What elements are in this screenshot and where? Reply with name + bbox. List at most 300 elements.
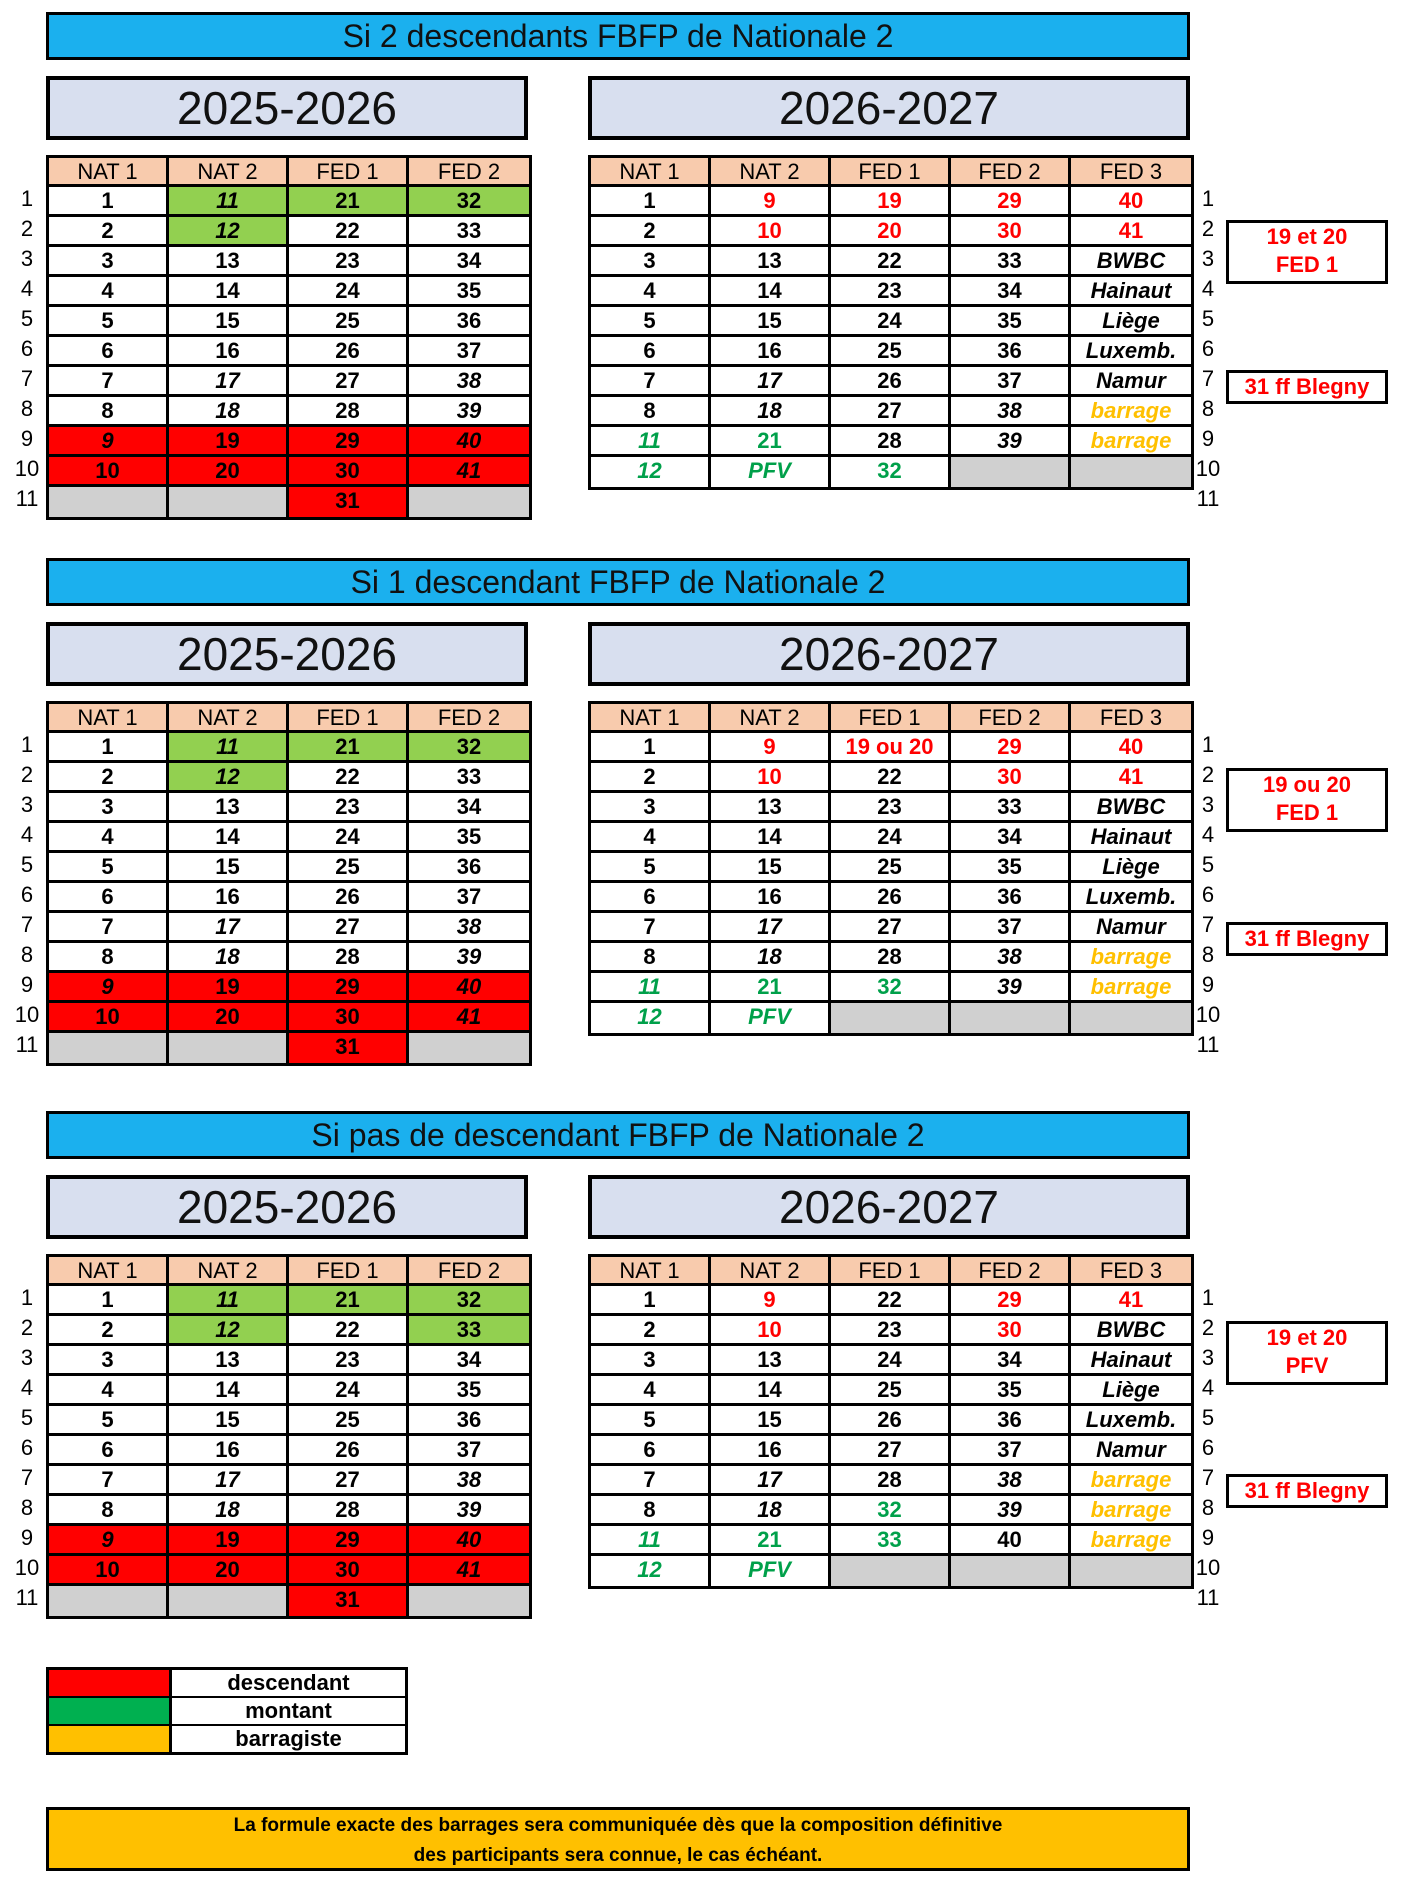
row-number: 8 xyxy=(1201,1495,1215,1520)
row-number: 11 xyxy=(1196,1032,1220,1057)
table-cell xyxy=(49,1033,169,1063)
table-cell: 30 xyxy=(951,217,1071,247)
table-cell: 2 xyxy=(591,1316,711,1346)
table-cell: 32 xyxy=(831,973,951,1003)
table-row xyxy=(49,1436,529,1466)
table-cell: 21 xyxy=(711,427,831,457)
table-cell: 28 xyxy=(289,1496,409,1526)
table-header-row xyxy=(49,704,529,733)
table-row xyxy=(591,1406,1191,1436)
table-cell: Liège xyxy=(1071,307,1191,337)
row-number: 1 xyxy=(20,1285,34,1310)
table-cell: 29 xyxy=(951,733,1071,763)
row-number: 1 xyxy=(20,186,34,211)
season-label-current: 2025-2026 xyxy=(46,622,528,686)
table-cell: 41 xyxy=(1071,763,1191,793)
table-cell: 20 xyxy=(169,1003,289,1033)
table-row xyxy=(49,1496,529,1526)
table-cell: 14 xyxy=(711,1376,831,1406)
table-cell: 33 xyxy=(409,217,529,247)
table-cell: 8 xyxy=(591,397,711,427)
table-cell: 11 xyxy=(591,973,711,1003)
table-row xyxy=(49,1286,529,1316)
table-cell: 19 xyxy=(169,1526,289,1556)
table-cell: 11 xyxy=(169,733,289,763)
table-row xyxy=(591,427,1191,457)
table-cell: 10 xyxy=(49,1556,169,1586)
table-cell: 37 xyxy=(951,1436,1071,1466)
row-number: 3 xyxy=(20,246,34,271)
row-number: 8 xyxy=(1201,396,1215,421)
table-cell: 12 xyxy=(591,1003,711,1033)
table-cell: 6 xyxy=(49,1436,169,1466)
table-cell xyxy=(951,1003,1071,1033)
table-cell: 27 xyxy=(831,1436,951,1466)
table-cell: Namur xyxy=(1071,367,1191,397)
table-cell: 8 xyxy=(49,1496,169,1526)
table-row xyxy=(49,457,529,487)
table-cell: 35 xyxy=(409,823,529,853)
table-cell: 29 xyxy=(289,427,409,457)
table-row xyxy=(591,1466,1191,1496)
table-2025-2026 xyxy=(46,701,532,1066)
table-cell: 27 xyxy=(831,397,951,427)
table-cell: 18 xyxy=(169,1496,289,1526)
table-cell: Luxemb. xyxy=(1071,883,1191,913)
table-cell: 24 xyxy=(289,823,409,853)
row-number: 2 xyxy=(1201,216,1215,241)
column-header: FED 1 xyxy=(289,158,409,187)
table-cell: 10 xyxy=(49,1003,169,1033)
table-cell: 40 xyxy=(1071,733,1191,763)
table-cell: 28 xyxy=(289,943,409,973)
table-cell: 10 xyxy=(711,217,831,247)
table-row xyxy=(591,217,1191,247)
table-cell: 13 xyxy=(169,1346,289,1376)
table-cell: 15 xyxy=(711,307,831,337)
table-row xyxy=(49,853,529,883)
row-number: 4 xyxy=(20,1375,34,1400)
row-number: 10 xyxy=(1195,1002,1221,1027)
column-header: NAT 1 xyxy=(591,158,711,187)
table-row xyxy=(591,277,1191,307)
table-cell: 26 xyxy=(289,337,409,367)
column-header: NAT 1 xyxy=(49,1257,169,1286)
table-row xyxy=(49,763,529,793)
table-cell: 33 xyxy=(409,763,529,793)
table-cell: 6 xyxy=(591,883,711,913)
table-row xyxy=(49,943,529,973)
table-cell: 7 xyxy=(591,913,711,943)
table-row xyxy=(49,277,529,307)
table-cell: 37 xyxy=(951,913,1071,943)
table-row xyxy=(49,187,529,217)
table-cell: 37 xyxy=(951,367,1071,397)
table-row xyxy=(591,763,1191,793)
table-cell: 33 xyxy=(831,1526,951,1556)
row-number: 10 xyxy=(1195,456,1221,481)
table-row xyxy=(591,733,1191,763)
row-number: 4 xyxy=(1201,1375,1215,1400)
row-number: 11 xyxy=(15,1585,39,1610)
table-cell: 38 xyxy=(409,1466,529,1496)
row-number: 7 xyxy=(1201,912,1215,937)
table-cell: 38 xyxy=(951,397,1071,427)
table-cell: 17 xyxy=(169,913,289,943)
row-number: 2 xyxy=(20,1315,34,1340)
table-cell: 16 xyxy=(169,1436,289,1466)
table-row xyxy=(49,247,529,277)
table-cell: 31 xyxy=(289,1033,409,1063)
row-number: 4 xyxy=(1201,822,1215,847)
table-cell: 29 xyxy=(951,1286,1071,1316)
table-cell: 7 xyxy=(49,367,169,397)
side-note-blegny: 31 ff Blegny xyxy=(1226,370,1388,404)
table-cell: 19 xyxy=(831,187,951,217)
table-cell xyxy=(169,1586,289,1616)
table-cell: 7 xyxy=(591,1466,711,1496)
table-cell: barrage xyxy=(1071,1496,1191,1526)
table-cell: 8 xyxy=(49,943,169,973)
table-cell: 35 xyxy=(951,307,1071,337)
table-cell: 26 xyxy=(289,883,409,913)
legend-label: descendant xyxy=(227,1670,350,1695)
table-cell: 3 xyxy=(49,1346,169,1376)
row-number: 7 xyxy=(1201,1465,1215,1490)
table-cell: 23 xyxy=(289,247,409,277)
table-cell: 15 xyxy=(169,853,289,883)
table-cell: 14 xyxy=(711,277,831,307)
table-row xyxy=(591,187,1191,217)
row-number: 7 xyxy=(20,1465,34,1490)
table-cell: 10 xyxy=(711,763,831,793)
table-cell: 28 xyxy=(831,427,951,457)
table-cell: 28 xyxy=(831,1466,951,1496)
table-cell: 4 xyxy=(591,823,711,853)
table-cell: 22 xyxy=(831,763,951,793)
table-row xyxy=(49,733,529,763)
table-cell: 30 xyxy=(951,1316,1071,1346)
table-row xyxy=(591,457,1191,487)
table-cell xyxy=(1071,1003,1191,1033)
table-cell: 34 xyxy=(409,247,529,277)
table-cell: BWBC xyxy=(1071,1316,1191,1346)
table-cell: 17 xyxy=(169,1466,289,1496)
table-cell: 7 xyxy=(591,367,711,397)
table-cell: 23 xyxy=(831,1316,951,1346)
season-label-current: 2025-2026 xyxy=(46,1175,528,1239)
table-header-row xyxy=(49,158,529,187)
column-header: NAT 1 xyxy=(591,704,711,733)
table-row xyxy=(49,793,529,823)
table-cell: 32 xyxy=(831,457,951,487)
table-cell: 22 xyxy=(289,763,409,793)
table-cell: Luxemb. xyxy=(1071,337,1191,367)
row-number: 6 xyxy=(1201,882,1215,907)
column-header: FED 2 xyxy=(951,158,1071,187)
table-cell: 16 xyxy=(711,337,831,367)
row-number: 2 xyxy=(1201,762,1215,787)
table-row xyxy=(49,397,529,427)
row-number: 8 xyxy=(20,942,34,967)
legend-swatch-red xyxy=(49,1670,172,1696)
table-cell: 23 xyxy=(831,277,951,307)
table-cell: 11 xyxy=(591,427,711,457)
table-cell: 27 xyxy=(289,367,409,397)
row-number: 1 xyxy=(1201,186,1215,211)
table-cell: 3 xyxy=(49,247,169,277)
table-row xyxy=(591,1376,1191,1406)
section-banner: Si pas de descendant FBFP de Nationale 2 xyxy=(46,1111,1190,1159)
table-cell: 23 xyxy=(289,1346,409,1376)
column-header: NAT 1 xyxy=(49,158,169,187)
side-note xyxy=(1226,1321,1388,1385)
table-row xyxy=(49,1526,529,1556)
table-cell: 15 xyxy=(169,307,289,337)
table-cell: 9 xyxy=(711,733,831,763)
legend-label: barragiste xyxy=(235,1726,342,1751)
table-row xyxy=(49,883,529,913)
table-cell: 39 xyxy=(951,427,1071,457)
row-number: 3 xyxy=(20,792,34,817)
table-cell: 41 xyxy=(1071,217,1191,247)
table-cell: 36 xyxy=(951,337,1071,367)
table-row xyxy=(49,1556,529,1586)
table-cell: 19 xyxy=(169,973,289,1003)
column-header: NAT 2 xyxy=(169,1257,289,1286)
table-cell: 15 xyxy=(169,1406,289,1436)
row-number: 6 xyxy=(20,882,34,907)
table-cell: 5 xyxy=(49,307,169,337)
table-cell: 16 xyxy=(169,337,289,367)
table-cell: 27 xyxy=(289,913,409,943)
row-number: 7 xyxy=(20,912,34,937)
legend-row-descendant xyxy=(49,1670,405,1698)
table-cell: 31 xyxy=(289,487,409,517)
table-cell: 34 xyxy=(951,823,1071,853)
table-cell: 4 xyxy=(49,823,169,853)
table-cell: 1 xyxy=(49,187,169,217)
table-header-row xyxy=(49,1257,529,1286)
row-number: 11 xyxy=(15,486,39,511)
table-cell: 24 xyxy=(289,277,409,307)
table-cell: 26 xyxy=(289,1436,409,1466)
table-row xyxy=(49,1586,529,1616)
table-cell: 12 xyxy=(169,217,289,247)
table-cell: 40 xyxy=(409,427,529,457)
table-cell: 17 xyxy=(169,367,289,397)
table-cell: 2 xyxy=(591,763,711,793)
side-note-line: 19 et 20 xyxy=(1266,1325,1348,1350)
table-cell: 11 xyxy=(169,1286,289,1316)
table-row xyxy=(49,487,529,517)
row-number: 1 xyxy=(1201,1285,1215,1310)
table-cell: 35 xyxy=(951,1376,1071,1406)
table-cell: 5 xyxy=(49,853,169,883)
table-cell xyxy=(409,487,529,517)
table-cell: 10 xyxy=(49,457,169,487)
table-cell: 19 xyxy=(169,427,289,457)
table-cell: 19 ou 20 xyxy=(831,733,951,763)
table-cell: 41 xyxy=(409,457,529,487)
table-cell xyxy=(49,487,169,517)
table-cell: 39 xyxy=(409,1496,529,1526)
table-cell: 36 xyxy=(951,883,1071,913)
table-cell: 32 xyxy=(409,1286,529,1316)
table-cell: 18 xyxy=(711,943,831,973)
table-cell: 4 xyxy=(49,277,169,307)
row-number: 6 xyxy=(20,1435,34,1460)
table-cell: 3 xyxy=(591,793,711,823)
table-cell: 1 xyxy=(49,733,169,763)
row-number: 3 xyxy=(20,1345,34,1370)
table-cell: Luxemb. xyxy=(1071,1406,1191,1436)
row-number: 10 xyxy=(1195,1555,1221,1580)
table-cell: 2 xyxy=(49,217,169,247)
table-row xyxy=(591,823,1191,853)
table-cell xyxy=(951,457,1071,487)
table-cell: 18 xyxy=(169,397,289,427)
table-cell xyxy=(169,487,289,517)
column-header: NAT 2 xyxy=(169,704,289,733)
column-header: FED 2 xyxy=(951,1257,1071,1286)
table-cell: 29 xyxy=(289,1526,409,1556)
table-row xyxy=(49,1466,529,1496)
table-row xyxy=(591,307,1191,337)
table-cell: 36 xyxy=(409,1406,529,1436)
table-cell: barrage xyxy=(1071,1466,1191,1496)
row-number: 9 xyxy=(20,1525,34,1550)
table-row xyxy=(591,397,1191,427)
table-cell: 36 xyxy=(951,1406,1071,1436)
table-cell: 1 xyxy=(591,733,711,763)
table-cell: PFV xyxy=(711,457,831,487)
column-header: FED 3 xyxy=(1071,704,1191,733)
table-cell: 34 xyxy=(409,793,529,823)
row-number: 2 xyxy=(20,762,34,787)
table-cell: 3 xyxy=(49,793,169,823)
row-number: 8 xyxy=(20,396,34,421)
legend-row-barragiste xyxy=(49,1726,405,1752)
row-number: 8 xyxy=(1201,942,1215,967)
table-2026-2027 xyxy=(588,1254,1194,1589)
table-cell: 39 xyxy=(409,943,529,973)
row-number: 9 xyxy=(20,426,34,451)
table-cell: 20 xyxy=(831,217,951,247)
table-cell xyxy=(409,1586,529,1616)
table-cell xyxy=(951,1556,1071,1586)
table-cell: 36 xyxy=(409,307,529,337)
row-number: 9 xyxy=(20,972,34,997)
table-cell: 24 xyxy=(831,823,951,853)
table-cell: 9 xyxy=(49,427,169,457)
table-cell: 26 xyxy=(831,883,951,913)
side-note xyxy=(1226,220,1388,284)
table-cell: 5 xyxy=(591,853,711,883)
table-cell: 24 xyxy=(289,1376,409,1406)
table-row xyxy=(49,367,529,397)
row-number: 5 xyxy=(20,852,34,877)
season-label-current: 2025-2026 xyxy=(46,76,528,140)
table-cell: 17 xyxy=(711,367,831,397)
table-cell: 40 xyxy=(409,1526,529,1556)
table-cell: 22 xyxy=(289,1316,409,1346)
table-cell: 21 xyxy=(289,733,409,763)
table-cell: 34 xyxy=(951,277,1071,307)
column-header: FED 1 xyxy=(831,1257,951,1286)
table-cell: 2 xyxy=(591,217,711,247)
column-header: FED 2 xyxy=(409,158,529,187)
table-cell: 30 xyxy=(289,1556,409,1586)
table-cell: 13 xyxy=(711,793,831,823)
table-cell: 5 xyxy=(591,1406,711,1436)
table-cell: barrage xyxy=(1071,397,1191,427)
table-cell: 39 xyxy=(951,1496,1071,1526)
table-cell: 35 xyxy=(409,277,529,307)
legend-row-montant xyxy=(49,1698,405,1726)
table-cell: barrage xyxy=(1071,973,1191,1003)
table-row xyxy=(591,337,1191,367)
row-number: 10 xyxy=(14,456,40,481)
table-cell: 4 xyxy=(591,277,711,307)
row-number: 4 xyxy=(20,822,34,847)
table-row xyxy=(49,1346,529,1376)
footer-line-2: des participants sera connue, le cas échéant. xyxy=(413,1845,823,1866)
table-row xyxy=(591,913,1191,943)
table-cell: 5 xyxy=(49,1406,169,1436)
table-cell: 33 xyxy=(951,793,1071,823)
table-cell: 31 xyxy=(289,1586,409,1616)
legend xyxy=(46,1667,408,1755)
table-cell: 28 xyxy=(289,397,409,427)
row-number: 2 xyxy=(20,216,34,241)
side-note-line: PFV xyxy=(1285,1353,1329,1378)
table-cell: 18 xyxy=(169,943,289,973)
table-cell: 25 xyxy=(831,853,951,883)
season-label-next: 2026-2027 xyxy=(588,622,1190,686)
table-row xyxy=(591,1496,1191,1526)
table-cell: 6 xyxy=(49,883,169,913)
column-header: FED 2 xyxy=(409,1257,529,1286)
table-cell: 18 xyxy=(711,397,831,427)
table-cell xyxy=(409,1033,529,1063)
table-cell: 17 xyxy=(711,1466,831,1496)
table-row xyxy=(591,1346,1191,1376)
table-cell: 13 xyxy=(169,793,289,823)
table-cell: BWBC xyxy=(1071,247,1191,277)
table-row xyxy=(591,1436,1191,1466)
row-number: 8 xyxy=(20,1495,34,1520)
table-cell: Liège xyxy=(1071,853,1191,883)
table-row xyxy=(591,793,1191,823)
table-cell: 38 xyxy=(951,1466,1071,1496)
table-cell: 16 xyxy=(169,883,289,913)
table-cell: 41 xyxy=(1071,1286,1191,1316)
column-header: NAT 1 xyxy=(591,1257,711,1286)
table-cell: Hainaut xyxy=(1071,1346,1191,1376)
table-cell: 4 xyxy=(591,1376,711,1406)
side-note-line: FED 1 xyxy=(1275,252,1339,277)
footer-line-1: La formule exacte des barrages sera communiquée dès que la composition définitive xyxy=(233,1815,1003,1836)
table-cell: Namur xyxy=(1071,1436,1191,1466)
table-cell: 30 xyxy=(951,763,1071,793)
row-number: 5 xyxy=(1201,852,1215,877)
row-number: 10 xyxy=(14,1002,40,1027)
table-row xyxy=(49,427,529,457)
row-number: 6 xyxy=(1201,1435,1215,1460)
legend-swatch-orange xyxy=(49,1726,172,1752)
table-row xyxy=(591,1286,1191,1316)
